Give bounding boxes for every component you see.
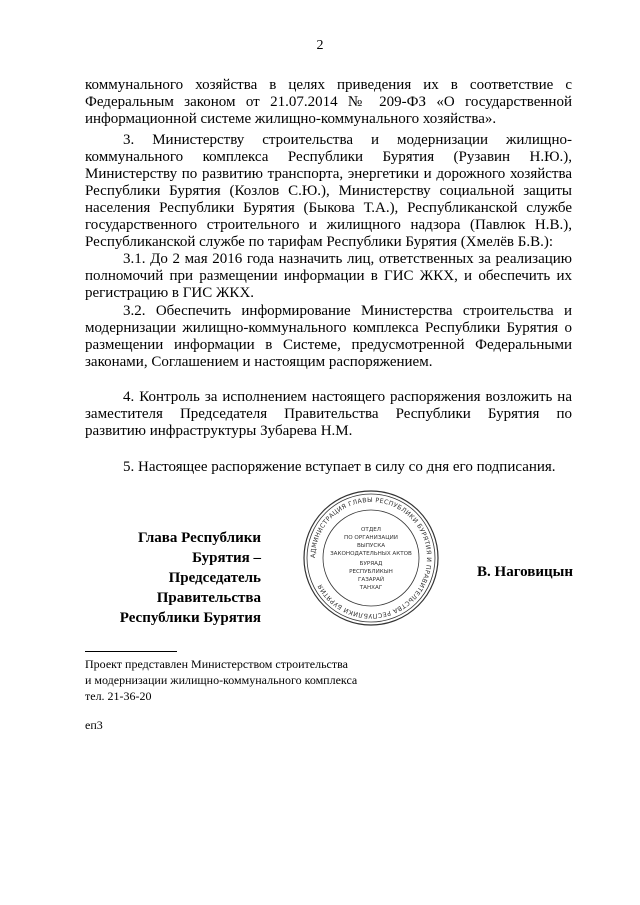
seal-line: ТАНХАГ bbox=[359, 585, 383, 591]
text-line: населения Республики Бурятия (Быкова Т.А.), Республиканской службе bbox=[85, 200, 572, 216]
text-line: модернизации жилищно-коммунального комплекса Республики Бурятия о bbox=[85, 320, 572, 336]
text-line: Министерству по развитию транспорта, энергетики и дорожного хозяйства bbox=[85, 166, 572, 182]
signatory-title-line: Глава Республики Бурятия – bbox=[138, 530, 261, 566]
seal-line: РЕСПУБЛИКЫН bbox=[349, 569, 393, 575]
footnote-line: Проект представлен Министерством строительства bbox=[85, 657, 348, 671]
footnote bbox=[85, 656, 357, 704]
text-line: развитию инфраструктуры Зубарева Н.М. bbox=[85, 423, 353, 439]
paragraph-3-1 bbox=[85, 251, 572, 302]
paragraph-3-2 bbox=[85, 303, 572, 371]
footnote-line: тел. 21-36-20 bbox=[85, 689, 152, 703]
seal-line: ГАЗАРАЙ bbox=[357, 577, 385, 583]
seal-line: БУРЯАД bbox=[359, 561, 383, 567]
paragraph-4 bbox=[85, 389, 572, 440]
text-line: 3.2. Обеспечить информирование Министерства строительства и bbox=[123, 303, 572, 319]
seal-line: ЗАКОНОДАТЕЛЬНЫХ АКТОВ bbox=[330, 551, 412, 557]
text-line: коммунального хозяйства в целях приведения их в соответствие с bbox=[85, 77, 572, 93]
text-line: информационной системе жилищно-коммунального хозяйства». bbox=[85, 111, 497, 127]
text-line: полномочий при размещении информации в ГИС ЖКХ, и обеспечить их bbox=[85, 268, 572, 284]
page-number: 2 bbox=[316, 38, 324, 53]
document-code: еп3 bbox=[85, 718, 103, 732]
text-line: 5. Настоящее распоряжение вступает в силу со дня его подписания. bbox=[123, 459, 556, 475]
paragraph-5 bbox=[85, 459, 572, 476]
footnote-divider bbox=[85, 651, 177, 652]
seal-line: ОТДЕЛ bbox=[361, 527, 381, 533]
text-line: законами, Соглашением и настоящим распоряжением. bbox=[85, 354, 433, 370]
signatory-title-line: Председатель Правительства bbox=[156, 570, 261, 606]
signatory-name: В. Наговицын bbox=[477, 564, 573, 580]
paragraph-2-continuation bbox=[85, 77, 572, 128]
text-line: регистрацию в ГИС ЖКХ. bbox=[85, 285, 255, 301]
text-line: размещении информации в Системе, предусмотренной Федеральными bbox=[85, 337, 572, 353]
signatory-title-line: Республики Бурятия bbox=[119, 610, 261, 626]
text-line: Республиканской службе по тарифам Республики Бурятия (Хмелёв Б.В.): bbox=[85, 234, 554, 250]
text-line: 3. Министерству строительства и модернизации жилищно- bbox=[123, 132, 572, 148]
official-seal bbox=[302, 489, 440, 627]
text-line: государственного строительного и жилищного надзора (Павлюк Н.В.), bbox=[85, 217, 572, 233]
svg-text:АДМИНИСТРАЦИЯ ГЛАВЫ РЕСПУБЛИКИ bbox=[310, 497, 432, 619]
text-line: заместителя Председателя Правительства Республики Бурятия по bbox=[85, 406, 572, 422]
text-line: 3.1. До 2 мая 2016 года назначить лиц, ответственных за реализацию bbox=[123, 251, 572, 267]
signatory-title bbox=[85, 528, 261, 628]
text-line: 4. Контроль за исполнением настоящего распоряжения возложить на bbox=[123, 389, 572, 405]
text-line: Федеральным законом от 21.07.2014 № 209-ФЗ «О государственной bbox=[85, 94, 572, 110]
text-line: Республики Бурятия (Козлов С.Ю.), Министерству социальной защиты bbox=[85, 183, 572, 199]
footnote-line: и модернизации жилищно-коммунального комплекса bbox=[85, 673, 358, 687]
paragraph-3 bbox=[85, 132, 572, 251]
seal-line: ВЫПУСКА bbox=[356, 543, 386, 549]
seal-line: ПО ОРГАНИЗАЦИИ bbox=[344, 535, 398, 541]
seal-outer-text: АДМИНИСТРАЦИЯ ГЛАВЫ РЕСПУБЛИКИ БУРЯТИЯ И ПРАВИТЕЛЬСТВА РЕСПУБЛИКИ БУРЯТИЯ bbox=[309, 496, 433, 620]
text-line: коммунального комплекса Республики Бурятия (Рузавин Н.Ю.), bbox=[85, 149, 572, 165]
